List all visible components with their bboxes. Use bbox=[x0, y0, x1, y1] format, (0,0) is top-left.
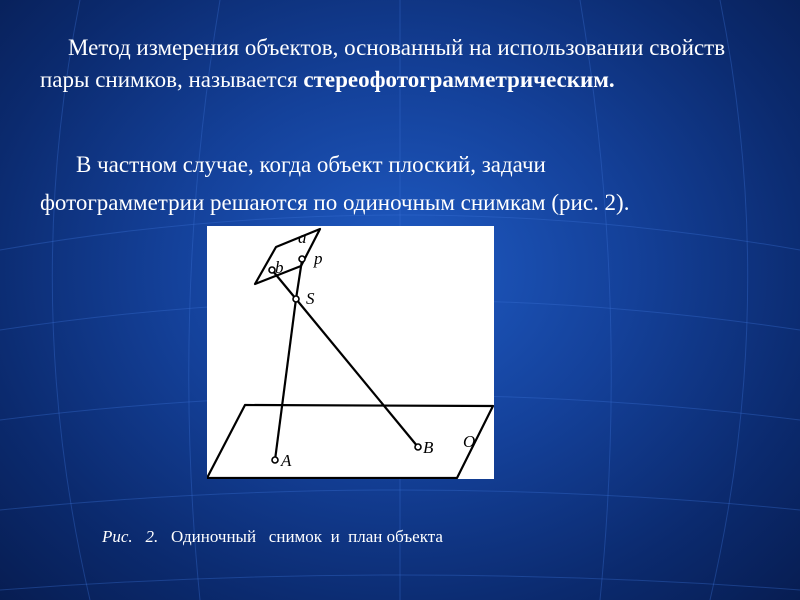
intro-paragraph-text: Метод измерения объектов, основанный на использовании свойств пары снимков, называется bbox=[40, 35, 726, 92]
photo-plane bbox=[255, 229, 320, 284]
object-plane bbox=[207, 405, 493, 478]
point-B bbox=[415, 444, 421, 450]
point-S bbox=[293, 296, 299, 302]
figure-caption bbox=[102, 527, 443, 547]
label-S: S bbox=[306, 289, 315, 308]
label-B: B bbox=[423, 438, 434, 457]
label-O: O bbox=[463, 432, 476, 451]
point-p bbox=[299, 256, 305, 262]
label-a: a bbox=[298, 228, 307, 247]
label-b: b bbox=[275, 258, 284, 277]
ray-to-A bbox=[275, 299, 296, 460]
ray-to-B bbox=[296, 299, 418, 447]
label-p: p bbox=[314, 249, 323, 268]
caption-text: Одиночный снимок и план объекта bbox=[170, 527, 443, 546]
caption-prefix: Рис. bbox=[102, 527, 133, 546]
second-paragraph-line2: фотограмметрии решаются по одиночным снимкам (рис. 2). bbox=[40, 190, 630, 215]
label-A: A bbox=[281, 451, 292, 470]
intro-paragraph bbox=[40, 32, 760, 96]
second-paragraph-line1: В частном случае, когда объект плоский, задачи bbox=[76, 152, 546, 177]
stereo-term: стереофотограмметрическим. bbox=[303, 67, 615, 92]
figure-single-image bbox=[207, 226, 494, 479]
second-paragraph bbox=[40, 146, 760, 222]
caption-number: 2. bbox=[145, 527, 159, 546]
point-A bbox=[272, 457, 278, 463]
